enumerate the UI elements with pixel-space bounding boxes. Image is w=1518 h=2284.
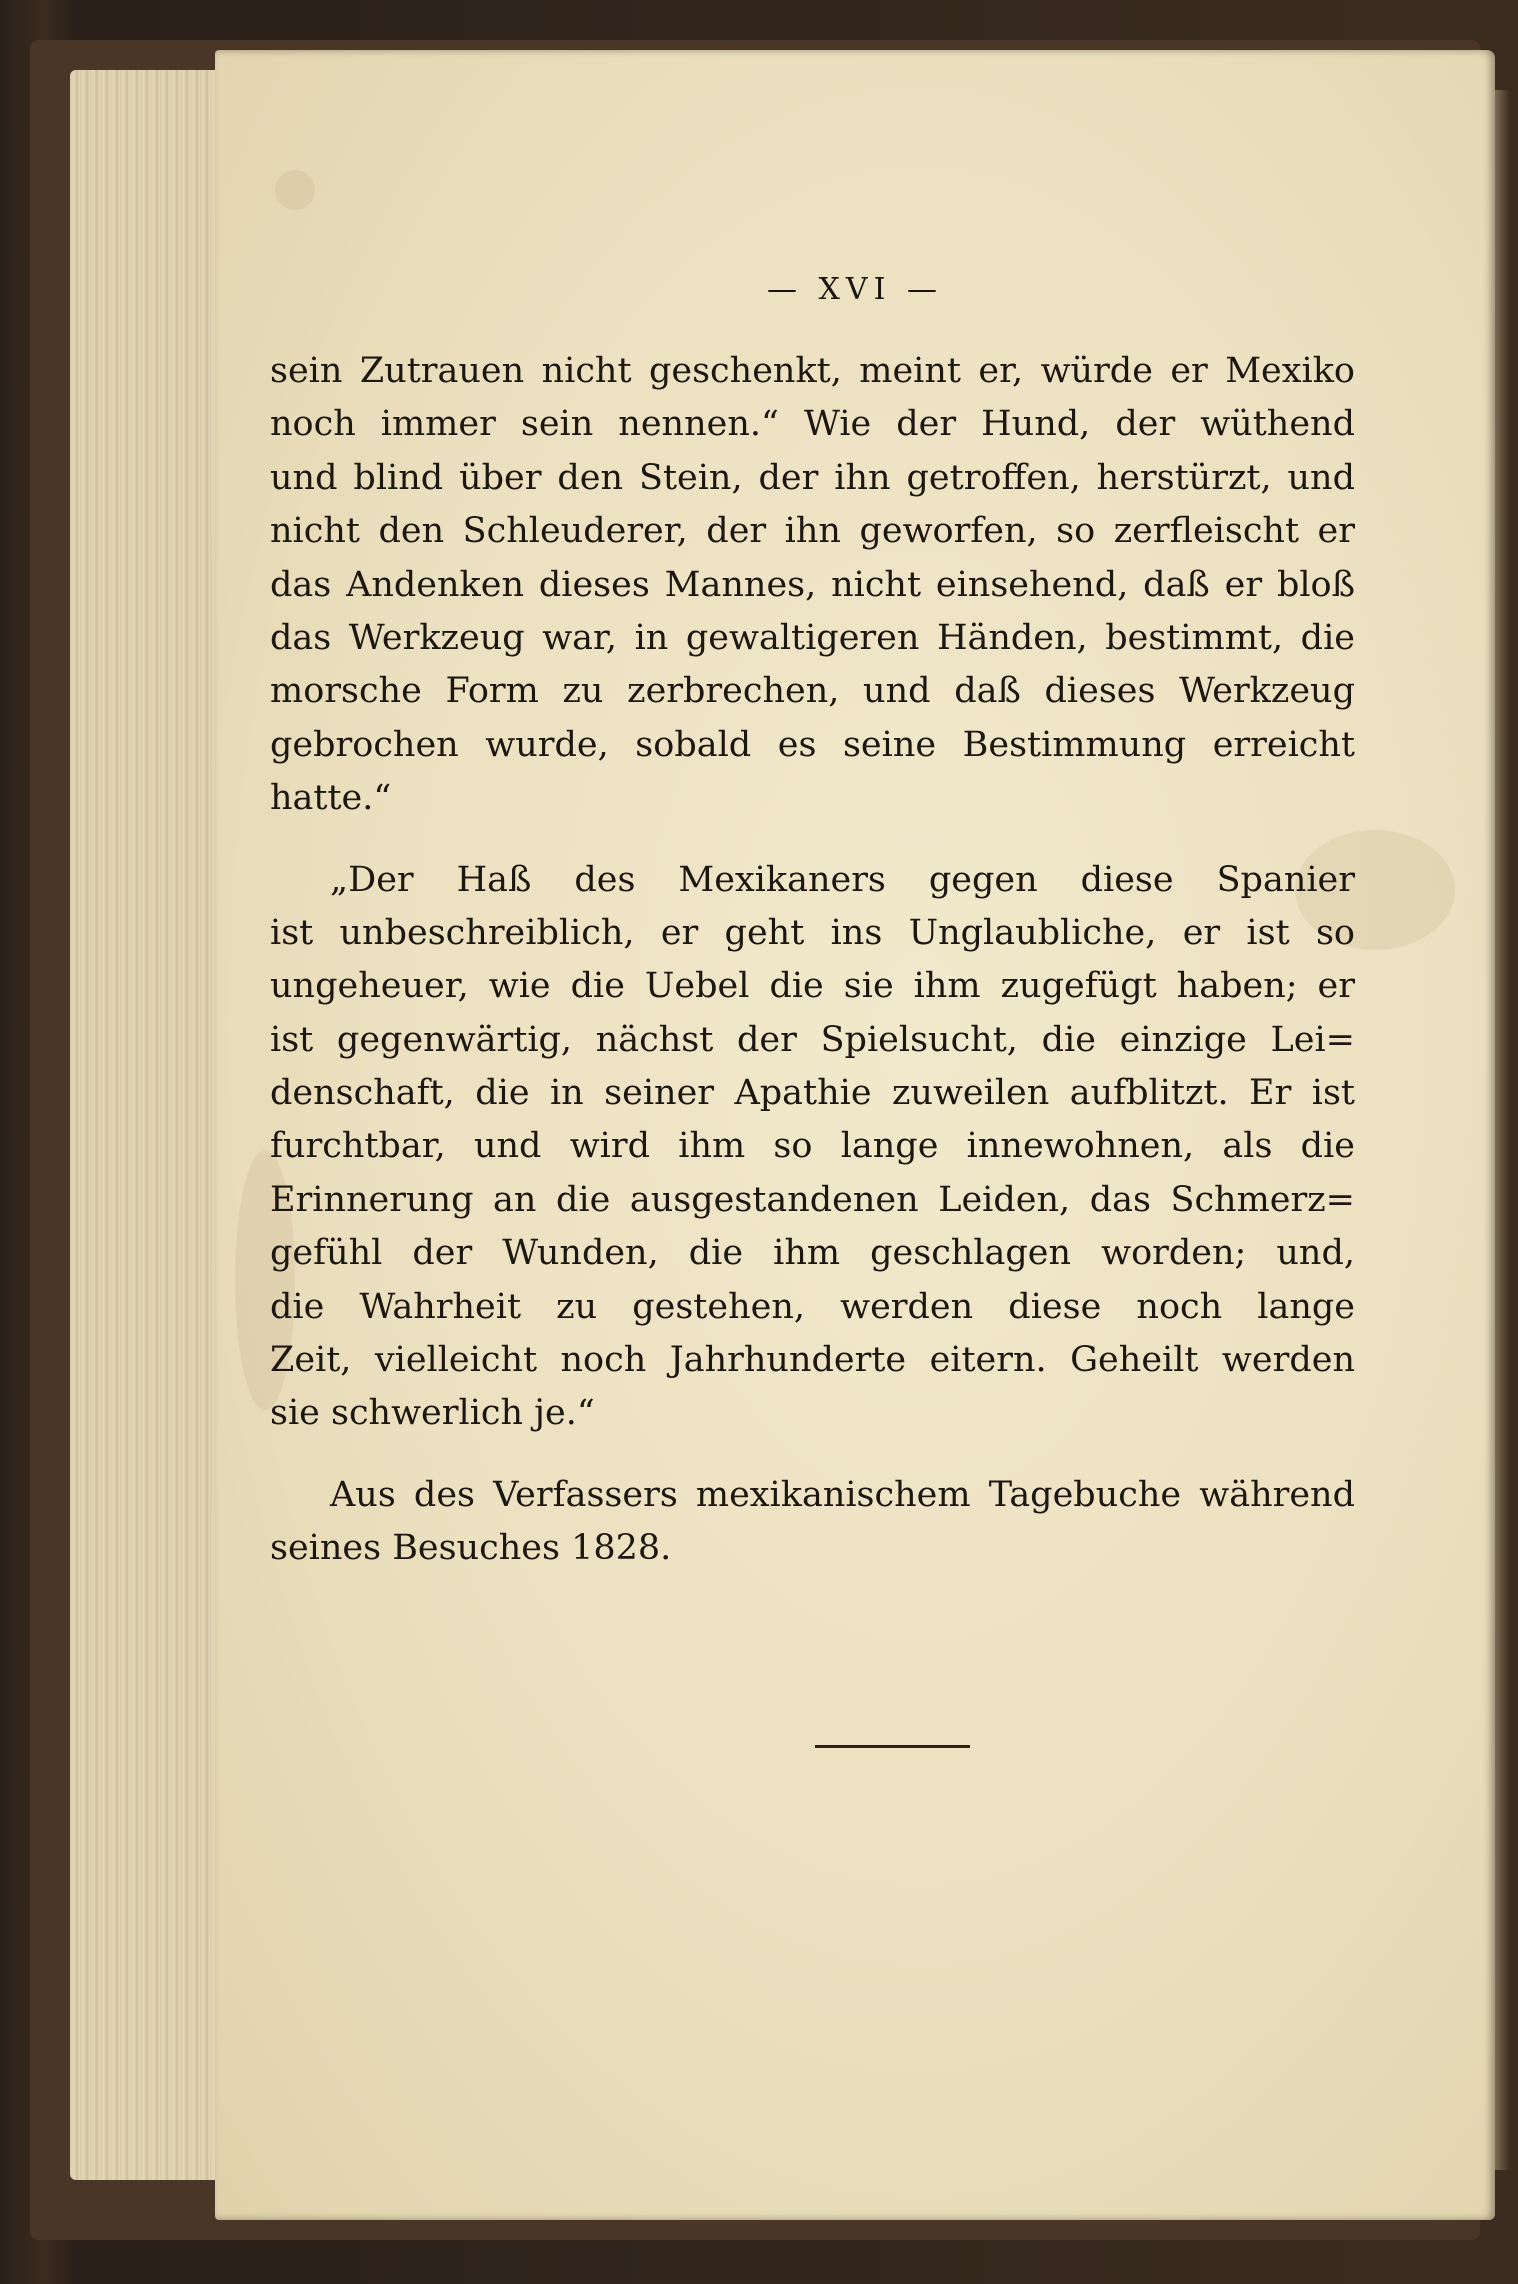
paragraph-gap [270,1441,1355,1469]
page-body-text [270,345,1355,1576]
text-line: die Wahrheit zu gestehen, werden diese noch lange [270,1286,1355,1327]
text-line: ungeheuer, wie die Uebel die sie ihm zugefügt haben; er [270,966,1355,1007]
paragraph-gap [270,826,1355,854]
text-line: morsche Form zu zerbrechen, und daß dieses Werkzeug [270,671,1355,712]
text-line: sie schwerlich je.“ [270,1393,595,1434]
text-line: gefühl der Wunden, die ihm geschlagen worden; und, [270,1233,1355,1274]
text-line: „Der Haß des Mexikaners gegen diese Spanier [330,859,1355,900]
section-end-rule [815,1745,970,1748]
source-note-line: seines Besuches 1828. [270,1528,672,1569]
text-line: gebrochen wurde, sobald es seine Bestimmung erreicht [270,724,1355,765]
text-line: das Werkzeug war, in gewaltigeren Händen, bestimmt, die [270,617,1355,658]
text-line: Zeit, vielleicht noch Jahrhunderte eitern. Geheilt werden [270,1340,1355,1381]
source-note-line: Aus des Verfassers mexikanischem Tagebuche während [330,1474,1355,1515]
text-line: ist unbeschreiblich, er geht ins Unglaubliche, er ist so [270,912,1355,953]
text-line: ist gegenwärtig, nächst der Spielsucht, die einzige Lei= [270,1019,1355,1060]
text-line: und blind über den Stein, der ihn getroffen, herstürzt, und [270,457,1355,498]
text-line: das Andenken dieses Mannes, nicht einsehend, daß er bloß [270,564,1355,605]
text-line: denschaft, die in seiner Apathie zuweilen aufblitzt. Er ist [270,1073,1355,1114]
text-line: Erinnerung an die ausgestandenen Leiden, das Schmerz= [270,1179,1355,1220]
text-line: nicht den Schleuderer, der ihn geworfen, so zerfleischt er [270,511,1355,552]
text-line: hatte.“ [270,778,392,819]
text-line: noch immer sein nennen.“ Wie der Hund, der wüthend [270,404,1355,445]
page-number-header: — XVI — [767,272,943,307]
text-line: sein Zutrauen nicht geschenkt, meint er, würde er Mexiko [270,351,1355,391]
paper-stain [275,170,315,210]
text-line: furchtbar, und wird ihm so lange innewohnen, als die [270,1126,1355,1167]
